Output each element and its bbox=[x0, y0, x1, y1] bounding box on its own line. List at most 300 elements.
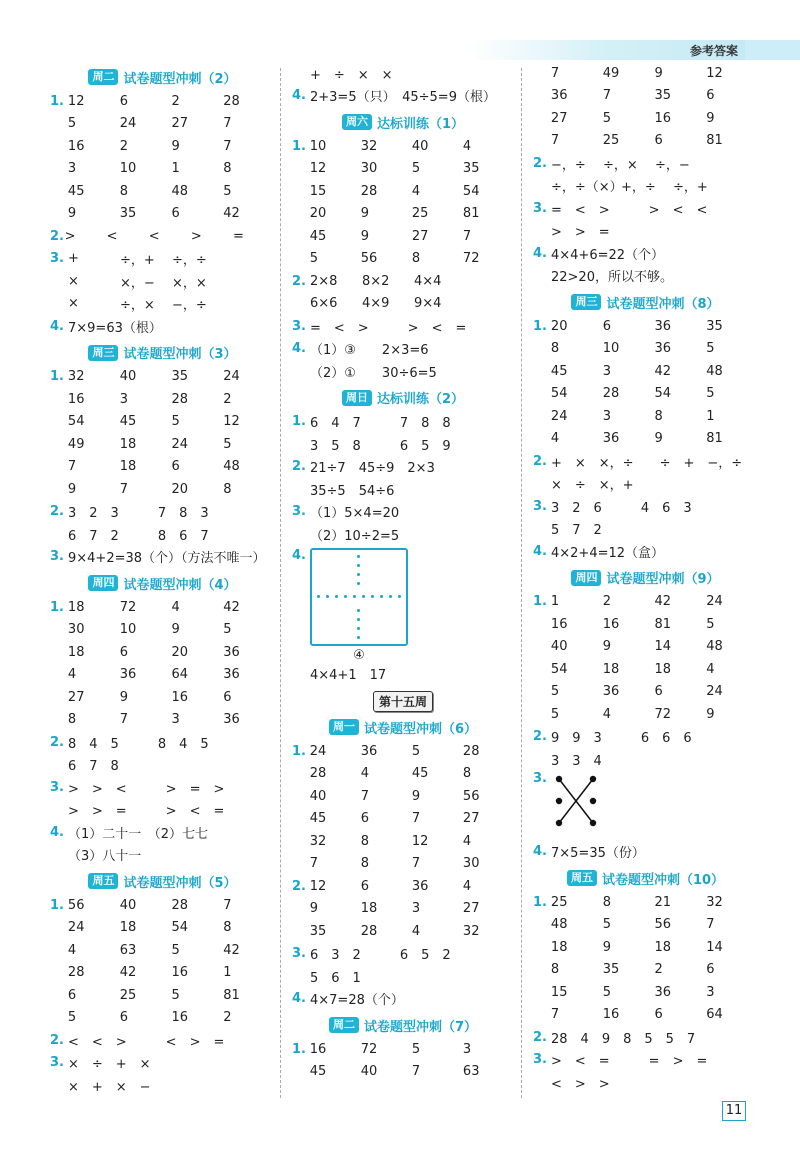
answer-cell: 2 bbox=[171, 93, 180, 109]
answer-row bbox=[50, 917, 275, 940]
answer-cell: 24 bbox=[706, 684, 723, 700]
answer-cell: 6 bbox=[119, 1010, 128, 1026]
answer-cell: 20 bbox=[171, 481, 188, 497]
day-badge: 周二 bbox=[329, 1017, 359, 1033]
answer-text: 6 7 2 8 6 7 bbox=[68, 528, 209, 544]
dot bbox=[357, 573, 360, 576]
answer-row bbox=[50, 388, 275, 411]
answer-row bbox=[292, 158, 514, 181]
column-divider bbox=[521, 68, 522, 1098]
answer-row bbox=[533, 315, 758, 338]
answer-row bbox=[50, 135, 275, 158]
day-badge: 周四 bbox=[88, 575, 118, 591]
answer-text: × ÷ + × bbox=[68, 1057, 151, 1073]
answer-row bbox=[50, 158, 275, 181]
answer-line bbox=[50, 754, 275, 777]
answer-text: 4×2+4=12（盒） bbox=[551, 545, 665, 561]
answer-cell: 10 bbox=[309, 138, 327, 154]
answer-cell: 48 bbox=[706, 363, 723, 379]
answer-cell: 27 bbox=[171, 116, 188, 132]
answer-line bbox=[292, 315, 514, 338]
answer-cell: 12 bbox=[67, 93, 85, 109]
answer-cell: 24 bbox=[309, 743, 327, 759]
section-title-text: 试卷题型冲刺（2） bbox=[123, 71, 237, 87]
answer-cell: 35 bbox=[654, 88, 671, 104]
answer-cell: 42 bbox=[223, 599, 240, 615]
answer-cell: 35 bbox=[706, 318, 723, 334]
answer-cell: 5 bbox=[67, 116, 77, 132]
answer-cell: 18 bbox=[550, 939, 568, 955]
answer-cell: 4 bbox=[360, 766, 370, 782]
answer-row bbox=[292, 785, 514, 808]
answer-cell: 25 bbox=[411, 206, 429, 222]
page-number: 11 bbox=[722, 1101, 746, 1121]
answer-text: < < > < > = bbox=[68, 1034, 225, 1050]
answer-line bbox=[50, 501, 275, 524]
question-number: 2. bbox=[533, 729, 547, 745]
answer-row bbox=[50, 1007, 275, 1030]
answer-cell: 42 bbox=[654, 363, 671, 379]
question-number: 3. bbox=[533, 200, 547, 216]
answer-cell: 4 bbox=[550, 431, 560, 447]
answer-cell: 6 bbox=[67, 987, 77, 1003]
answer-cell: 27 bbox=[411, 228, 429, 244]
answer-cell: 45 bbox=[550, 363, 568, 379]
answer-cell: 5 bbox=[602, 917, 611, 933]
question-number: 3. bbox=[50, 779, 64, 795]
answer-line bbox=[50, 546, 275, 569]
answer-row bbox=[533, 613, 758, 636]
day-badge: 周三 bbox=[571, 294, 601, 310]
question-number: 2. bbox=[50, 504, 64, 520]
answer-cell: 40 bbox=[360, 1064, 378, 1080]
day-badge: 周五 bbox=[88, 873, 118, 889]
answer-cell: 40 bbox=[411, 138, 429, 154]
answer-row bbox=[50, 456, 275, 479]
answer-text: （2）10÷2=5 bbox=[310, 528, 400, 544]
answer-cell: 72 bbox=[119, 599, 137, 615]
x-dot bbox=[590, 819, 596, 825]
answer-text: + × ×，÷ ÷ + −，÷ bbox=[551, 455, 743, 471]
section-title bbox=[292, 387, 514, 409]
answer-cell: 1 bbox=[550, 594, 560, 610]
answer-cell: 45 bbox=[411, 766, 429, 782]
answer-row bbox=[292, 763, 514, 786]
header-bar bbox=[470, 40, 800, 60]
answer-cell: 20 bbox=[171, 644, 188, 660]
dot bbox=[357, 555, 360, 558]
question-number: 2. bbox=[50, 228, 64, 244]
question-number: 1. bbox=[533, 594, 547, 610]
answer-cell: 8 bbox=[119, 183, 128, 199]
answer-cell: 54 bbox=[171, 920, 188, 936]
dot bbox=[357, 636, 360, 639]
answer-cell: 18 bbox=[67, 599, 85, 615]
section-title bbox=[533, 567, 758, 589]
answer-row bbox=[533, 107, 758, 130]
answer-line bbox=[292, 411, 514, 434]
day-badge: 周五 bbox=[567, 870, 597, 886]
answer-cell: ÷，× bbox=[603, 157, 638, 173]
answer-cell: 8 bbox=[223, 161, 232, 177]
answer-cell: 72 bbox=[360, 1041, 378, 1057]
section-title bbox=[50, 572, 275, 594]
answer-cell: 7 bbox=[550, 1007, 560, 1023]
day-badge: 周二 bbox=[88, 69, 118, 85]
answer-row bbox=[50, 596, 275, 619]
answer-row bbox=[50, 894, 275, 917]
answer-row bbox=[292, 135, 514, 158]
question-number: 4. bbox=[533, 543, 547, 559]
answer-cell: 48 bbox=[223, 459, 240, 475]
answer-line bbox=[50, 731, 275, 754]
answer-cell: 48 bbox=[706, 639, 723, 655]
section-title-text: 试卷题型冲刺（4） bbox=[123, 577, 237, 593]
answer-cell: 18 bbox=[119, 459, 137, 475]
answer-row bbox=[533, 130, 758, 153]
answer-line bbox=[50, 799, 275, 822]
answer-cell: 16 bbox=[171, 1010, 188, 1026]
week-label: 第十五周 bbox=[373, 691, 433, 712]
question-number: 2. bbox=[533, 155, 547, 171]
answer-cell: 9 bbox=[119, 689, 128, 705]
answer-cell: 14 bbox=[654, 639, 671, 655]
x-figure-block bbox=[533, 771, 758, 841]
answer-line bbox=[50, 1029, 275, 1052]
answer-text: × ÷ ×，+ bbox=[551, 478, 634, 494]
column-divider bbox=[280, 68, 281, 1098]
answer-text: 6 3 2 6 5 2 bbox=[310, 948, 451, 964]
answer-cell: 36 bbox=[602, 431, 620, 447]
answer-cell: 15 bbox=[309, 183, 327, 199]
question-number: 3. bbox=[533, 770, 547, 786]
answer-cell: 40 bbox=[119, 369, 137, 385]
column-3 bbox=[533, 62, 758, 1094]
answer-cell: 12 bbox=[309, 878, 327, 894]
answer-row bbox=[50, 225, 275, 248]
answer-line bbox=[292, 338, 514, 361]
answer-line bbox=[292, 478, 514, 501]
answer-cell: 6 bbox=[360, 811, 370, 827]
answer-line bbox=[292, 433, 514, 456]
answer-cell: 7 bbox=[411, 811, 421, 827]
section-title-text: 试卷题型冲刺（5） bbox=[123, 875, 237, 891]
answer-cell: 7 bbox=[223, 897, 232, 913]
answer-cell: 4 bbox=[706, 661, 715, 677]
day-badge: 周日 bbox=[342, 390, 372, 406]
answer-cell: 3 bbox=[602, 363, 611, 379]
answer-cell: ÷，+ bbox=[673, 180, 708, 196]
answer-line bbox=[533, 197, 758, 220]
answer-cell: 28 bbox=[602, 386, 620, 402]
answer-cell: 4 bbox=[602, 706, 611, 722]
answer-cell: 3 bbox=[602, 408, 611, 424]
answer-cell: 8 bbox=[223, 920, 232, 936]
answer-cell: 5 bbox=[550, 706, 560, 722]
answer-row bbox=[533, 936, 758, 959]
answer-cell: 5 bbox=[67, 1010, 77, 1026]
answer-cell: 4 bbox=[411, 923, 421, 939]
answer-cell: > bbox=[64, 228, 76, 244]
answer-cell: 64 bbox=[171, 667, 188, 683]
section-title bbox=[533, 291, 758, 313]
answer-line bbox=[533, 473, 758, 496]
answer-row bbox=[50, 180, 275, 203]
answer-cell: 5 bbox=[171, 942, 180, 958]
answer-cell: 16 bbox=[67, 138, 85, 154]
answer-cell: 9 bbox=[360, 206, 370, 222]
answer-text: 7×9=63（根） bbox=[68, 320, 162, 336]
answer-cell: 3 bbox=[171, 712, 180, 728]
answer-cell: 16 bbox=[171, 689, 188, 705]
question-number: 3. bbox=[50, 549, 64, 565]
answer-row bbox=[292, 270, 514, 293]
dot bbox=[357, 564, 360, 567]
question-number: 2. bbox=[292, 878, 306, 894]
answer-cell: 5 bbox=[706, 341, 715, 357]
answer-line bbox=[533, 242, 758, 265]
answer-cell: −，÷ bbox=[551, 157, 586, 173]
question-number: 4. bbox=[292, 991, 306, 1007]
answer-text: （1）二十一 （2）七七 bbox=[68, 826, 209, 842]
answer-cell: 42 bbox=[223, 942, 240, 958]
x-dot bbox=[590, 797, 596, 803]
answer-cell: 6×6 bbox=[310, 296, 338, 312]
answer-cell: 3 bbox=[119, 391, 128, 407]
answer-cell: 5 bbox=[223, 436, 232, 452]
answer-cell: 7 bbox=[67, 459, 77, 475]
answer-line bbox=[50, 821, 275, 844]
answer-row bbox=[50, 203, 275, 226]
answer-cell: 5 bbox=[602, 984, 611, 1000]
answer-cell: 18 bbox=[360, 901, 378, 917]
question-number: 1. bbox=[50, 369, 64, 385]
answer-row bbox=[50, 411, 275, 434]
dot bbox=[326, 595, 329, 598]
dot bbox=[357, 582, 360, 585]
section-title-text: 达标训练（1） bbox=[376, 116, 465, 132]
header-accent bbox=[745, 40, 800, 60]
answer-cell: 7 bbox=[360, 788, 370, 804]
section-title bbox=[50, 870, 275, 892]
answer-line bbox=[533, 726, 758, 749]
answer-cell: 5 bbox=[411, 1041, 421, 1057]
answer-cell: 2 bbox=[119, 138, 128, 154]
answer-cell: 36 bbox=[223, 712, 240, 728]
day-badge: 周六 bbox=[342, 114, 372, 130]
question-number: 1. bbox=[292, 414, 306, 430]
answer-cell: 28 bbox=[223, 93, 240, 109]
answer-row bbox=[533, 152, 758, 175]
answer-text: 9×4+2=38（个）（方法不唯一） bbox=[68, 551, 266, 567]
answer-cell: 9 bbox=[67, 206, 77, 222]
question-number: 3. bbox=[533, 498, 547, 514]
answer-cell: 56 bbox=[360, 251, 378, 267]
question-number: 4. bbox=[292, 341, 306, 357]
answer-cell: 5 bbox=[171, 987, 180, 1003]
x-dot bbox=[556, 819, 562, 825]
answer-cell: 24 bbox=[171, 436, 188, 452]
answer-cell: 27 bbox=[462, 901, 480, 917]
answer-cell: 28 bbox=[67, 965, 85, 981]
answer-cell: 18 bbox=[654, 939, 671, 955]
answer-line bbox=[292, 456, 514, 479]
answer-cell: 36 bbox=[654, 984, 671, 1000]
question-number: 3. bbox=[50, 251, 64, 267]
answer-cell: 4 bbox=[171, 599, 180, 615]
answer-cell: 7 bbox=[223, 116, 232, 132]
answer-cell: 30 bbox=[360, 161, 378, 177]
answer-cell: 6 bbox=[223, 689, 232, 705]
answer-cell: 2 bbox=[223, 391, 232, 407]
answer-text: 5 6 1 bbox=[310, 970, 361, 986]
answer-cell: 81 bbox=[706, 133, 723, 149]
answer-line bbox=[50, 1052, 275, 1075]
answer-cell: 9 bbox=[411, 788, 421, 804]
answer-cell: 72 bbox=[462, 251, 480, 267]
answer-cell: 27 bbox=[462, 811, 480, 827]
answer-cell: 35 bbox=[171, 369, 188, 385]
x-shape-figure bbox=[551, 771, 601, 831]
answer-cell: 8 bbox=[360, 856, 370, 872]
answer-cell: 16 bbox=[602, 1007, 620, 1023]
answer-cell: 45 bbox=[309, 1064, 327, 1080]
question-number: 1. bbox=[533, 894, 547, 910]
question-number: 1. bbox=[292, 743, 306, 759]
answer-row bbox=[50, 686, 275, 709]
dot bbox=[344, 595, 347, 598]
answer-line bbox=[292, 663, 514, 686]
section-title bbox=[533, 867, 758, 889]
question-number: 2. bbox=[50, 734, 64, 750]
answer-row bbox=[292, 180, 514, 203]
answer-text: > > = bbox=[551, 225, 610, 241]
dot-cross-figure bbox=[310, 548, 408, 646]
answer-text: 9 9 3 6 6 6 bbox=[551, 731, 692, 747]
dot bbox=[357, 618, 360, 621]
question-number: 1. bbox=[50, 93, 64, 109]
answer-cell: 5 bbox=[309, 251, 318, 267]
answer-cell: 4 bbox=[462, 833, 472, 849]
answer-cell: 8 bbox=[462, 766, 472, 782]
section-title-text: 试卷题型冲刺（6） bbox=[363, 721, 478, 737]
answer-cell: 12 bbox=[706, 65, 723, 81]
answer-line bbox=[533, 1026, 758, 1049]
answer-cell: 25 bbox=[119, 987, 137, 1003]
section-title-text: 试卷题型冲刺（8） bbox=[606, 296, 720, 312]
answer-cell: 36 bbox=[602, 684, 620, 700]
answer-cell: 36 bbox=[223, 644, 240, 660]
x-dot bbox=[556, 775, 562, 781]
answer-cell: 20 bbox=[309, 206, 327, 222]
answer-text: 3 3 4 bbox=[551, 753, 602, 769]
answer-cell: 6 bbox=[119, 644, 128, 660]
answer-cell: 40 bbox=[550, 639, 568, 655]
answer-cell: 9×4 bbox=[414, 296, 442, 312]
answer-cell: 6 bbox=[706, 88, 715, 104]
section-title bbox=[292, 111, 514, 133]
answer-cell: < bbox=[148, 228, 160, 244]
answer-cell: < bbox=[106, 228, 118, 244]
answer-cell: 42 bbox=[223, 206, 240, 222]
answer-cell: 2 bbox=[602, 594, 611, 610]
answer-text: 2+3=5（只） 45÷5=9（根） bbox=[310, 90, 496, 106]
answer-line bbox=[50, 315, 275, 338]
answer-cell: 8 bbox=[67, 712, 77, 728]
answer-row bbox=[50, 641, 275, 664]
answer-row bbox=[50, 664, 275, 687]
answer-cell: 9 bbox=[706, 706, 715, 722]
answer-cell: 10 bbox=[119, 622, 137, 638]
answer-line bbox=[533, 495, 758, 518]
question-number: 1. bbox=[50, 599, 64, 615]
answer-row bbox=[533, 1004, 758, 1027]
answer-cell: 36 bbox=[654, 341, 671, 357]
answer-cell: 25 bbox=[550, 894, 568, 910]
dot bbox=[362, 595, 365, 598]
answer-line bbox=[292, 988, 514, 1011]
answer-line bbox=[292, 62, 514, 85]
answer-cell: 6 bbox=[654, 1007, 663, 1023]
answer-text: = < > > < < bbox=[551, 202, 708, 218]
answer-text: （1）5×4=20 bbox=[310, 506, 400, 522]
section-title-text: 试卷题型冲刺（9） bbox=[606, 572, 720, 587]
answer-row bbox=[292, 808, 514, 831]
answer-line bbox=[533, 220, 758, 243]
answer-cell: 8 bbox=[223, 481, 232, 497]
answer-cell: 6 bbox=[171, 206, 180, 222]
answer-text: 28 4 9 8 5 5 7 bbox=[551, 1031, 696, 1047]
answer-cell: 35 bbox=[602, 962, 620, 978]
answer-cell: > bbox=[190, 228, 202, 244]
dot bbox=[398, 595, 401, 598]
answer-cell: 36 bbox=[550, 88, 568, 104]
answer-cell: 32 bbox=[462, 923, 480, 939]
answer-cell: 40 bbox=[309, 788, 327, 804]
answer-cell: 2×8 bbox=[310, 273, 338, 289]
answer-cell: 28 bbox=[360, 923, 378, 939]
answer-cell: 21 bbox=[654, 894, 671, 910]
answer-cell: 12 bbox=[309, 161, 327, 177]
answer-cell: 9 bbox=[602, 639, 611, 655]
answer-row bbox=[533, 85, 758, 108]
question-number: 3. bbox=[292, 946, 306, 962]
header-label: 参考答案 bbox=[689, 44, 738, 58]
answer-cell: 9 bbox=[602, 939, 611, 955]
question-number: 4. bbox=[50, 318, 64, 334]
answer-cell: 36 bbox=[360, 743, 378, 759]
answer-cell: 8 bbox=[602, 894, 611, 910]
answer-cell: 32 bbox=[309, 833, 327, 849]
answer-cell: 42 bbox=[654, 594, 671, 610]
answer-cell: 12 bbox=[223, 414, 240, 430]
answer-cell: 16 bbox=[171, 965, 188, 981]
answer-cell: 49 bbox=[67, 436, 85, 452]
answer-cell: 7 bbox=[119, 481, 128, 497]
answer-cell: 10 bbox=[602, 341, 620, 357]
answer-cell: 4 bbox=[411, 183, 421, 199]
answer-cell: 5 bbox=[223, 183, 232, 199]
answer-cell: 6 bbox=[119, 93, 128, 109]
answer-cell: 8 bbox=[654, 408, 663, 424]
answer-cell: 18 bbox=[602, 661, 620, 677]
answer-cell: 18 bbox=[654, 661, 671, 677]
answer-cell: 9 bbox=[67, 481, 77, 497]
section-title-text: 试卷题型冲刺（10） bbox=[601, 872, 725, 888]
answer-cell: 5 bbox=[223, 622, 232, 638]
answer-text: 5 7 2 bbox=[551, 523, 602, 539]
question-number: 3. bbox=[292, 504, 306, 520]
